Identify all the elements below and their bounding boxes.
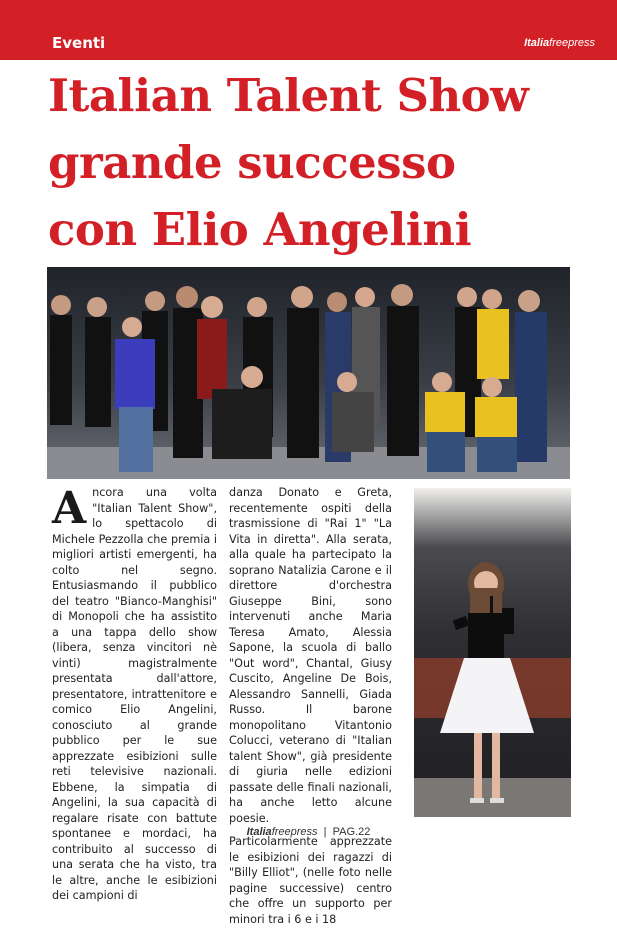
header-bar [0, 0, 617, 60]
article-column-2 [229, 485, 392, 935]
article-column-1 [52, 485, 217, 912]
footer-brand: Italiafreepress [246, 826, 318, 838]
headline-line-2: grande successo [48, 136, 456, 189]
headline [48, 62, 608, 263]
section-label: Eventi [52, 34, 106, 52]
group-photo [47, 267, 570, 479]
brand-logo: Italiafreepress [524, 37, 595, 49]
article-paragraph: Particolarmente apprezzate le esibizioni dei ragazzi di "Billy Elliot", (nelle foto nelle pagine successive) centro che offre un supporto per minori tra i 6 e i 18 [229, 835, 392, 926]
headline-line-1: Italian Talent Show [48, 69, 529, 122]
article-paragraph: Ancora una volta "Italian Talent Show", lo spettacolo di Michele Pezzolla che premia i migliori artisti emergenti, ha colto nel segno. Entusiasmando il pubblico del teatro "Bianco-Manghisi" di Monopoli che ha assistito a una tappa dello show (libera, senza vincitori nè vinti) magistralmente presentata dall'attore, presentatore, intrattenitore e comico Elio Angelini, conosciuto al grande pubblico per le sue apprezzate esibizioni sulle reti televisive nazionali. Ebbene, la simpatia di Angelini, la sua capacità di regalare risate con battute spontanee e mordaci, ha contribuito al successo di una serata che ha visto, tra le altre, anche le esibizioni dei campioni di [52, 483, 217, 902]
page-footer [0, 826, 617, 838]
page-number: PAG.22 [332, 826, 371, 838]
footer-separator: | [320, 826, 330, 838]
headline-line-3: con Elio Angelini [48, 203, 472, 256]
drop-cap: A [52, 483, 87, 534]
article-paragraph: danza Donato e Greta, recentemente ospiti della trasmissione di "Rai 1" "La Vita in diretta". Alla serata, alla quale ha partecipato la soprano Natalizia Carone e il direttore d'orchestra Giuseppe Bini, sono intervenuti anche Maria Teresa Amato, Alessia Sapone, la scuola di ballo "Out word", Chantal, Giusy Cuscito, Angeline De Bois, Alessandro Sannelli, Giada Russo. Il barone monopolitano Vitantonio Colucci, veterano di "Italian talent Show", già presidente di giuria nelle edizioni passate delle finali nazionali, ha anche letto alcune poesie. [229, 486, 392, 825]
performer-photo [414, 488, 571, 817]
